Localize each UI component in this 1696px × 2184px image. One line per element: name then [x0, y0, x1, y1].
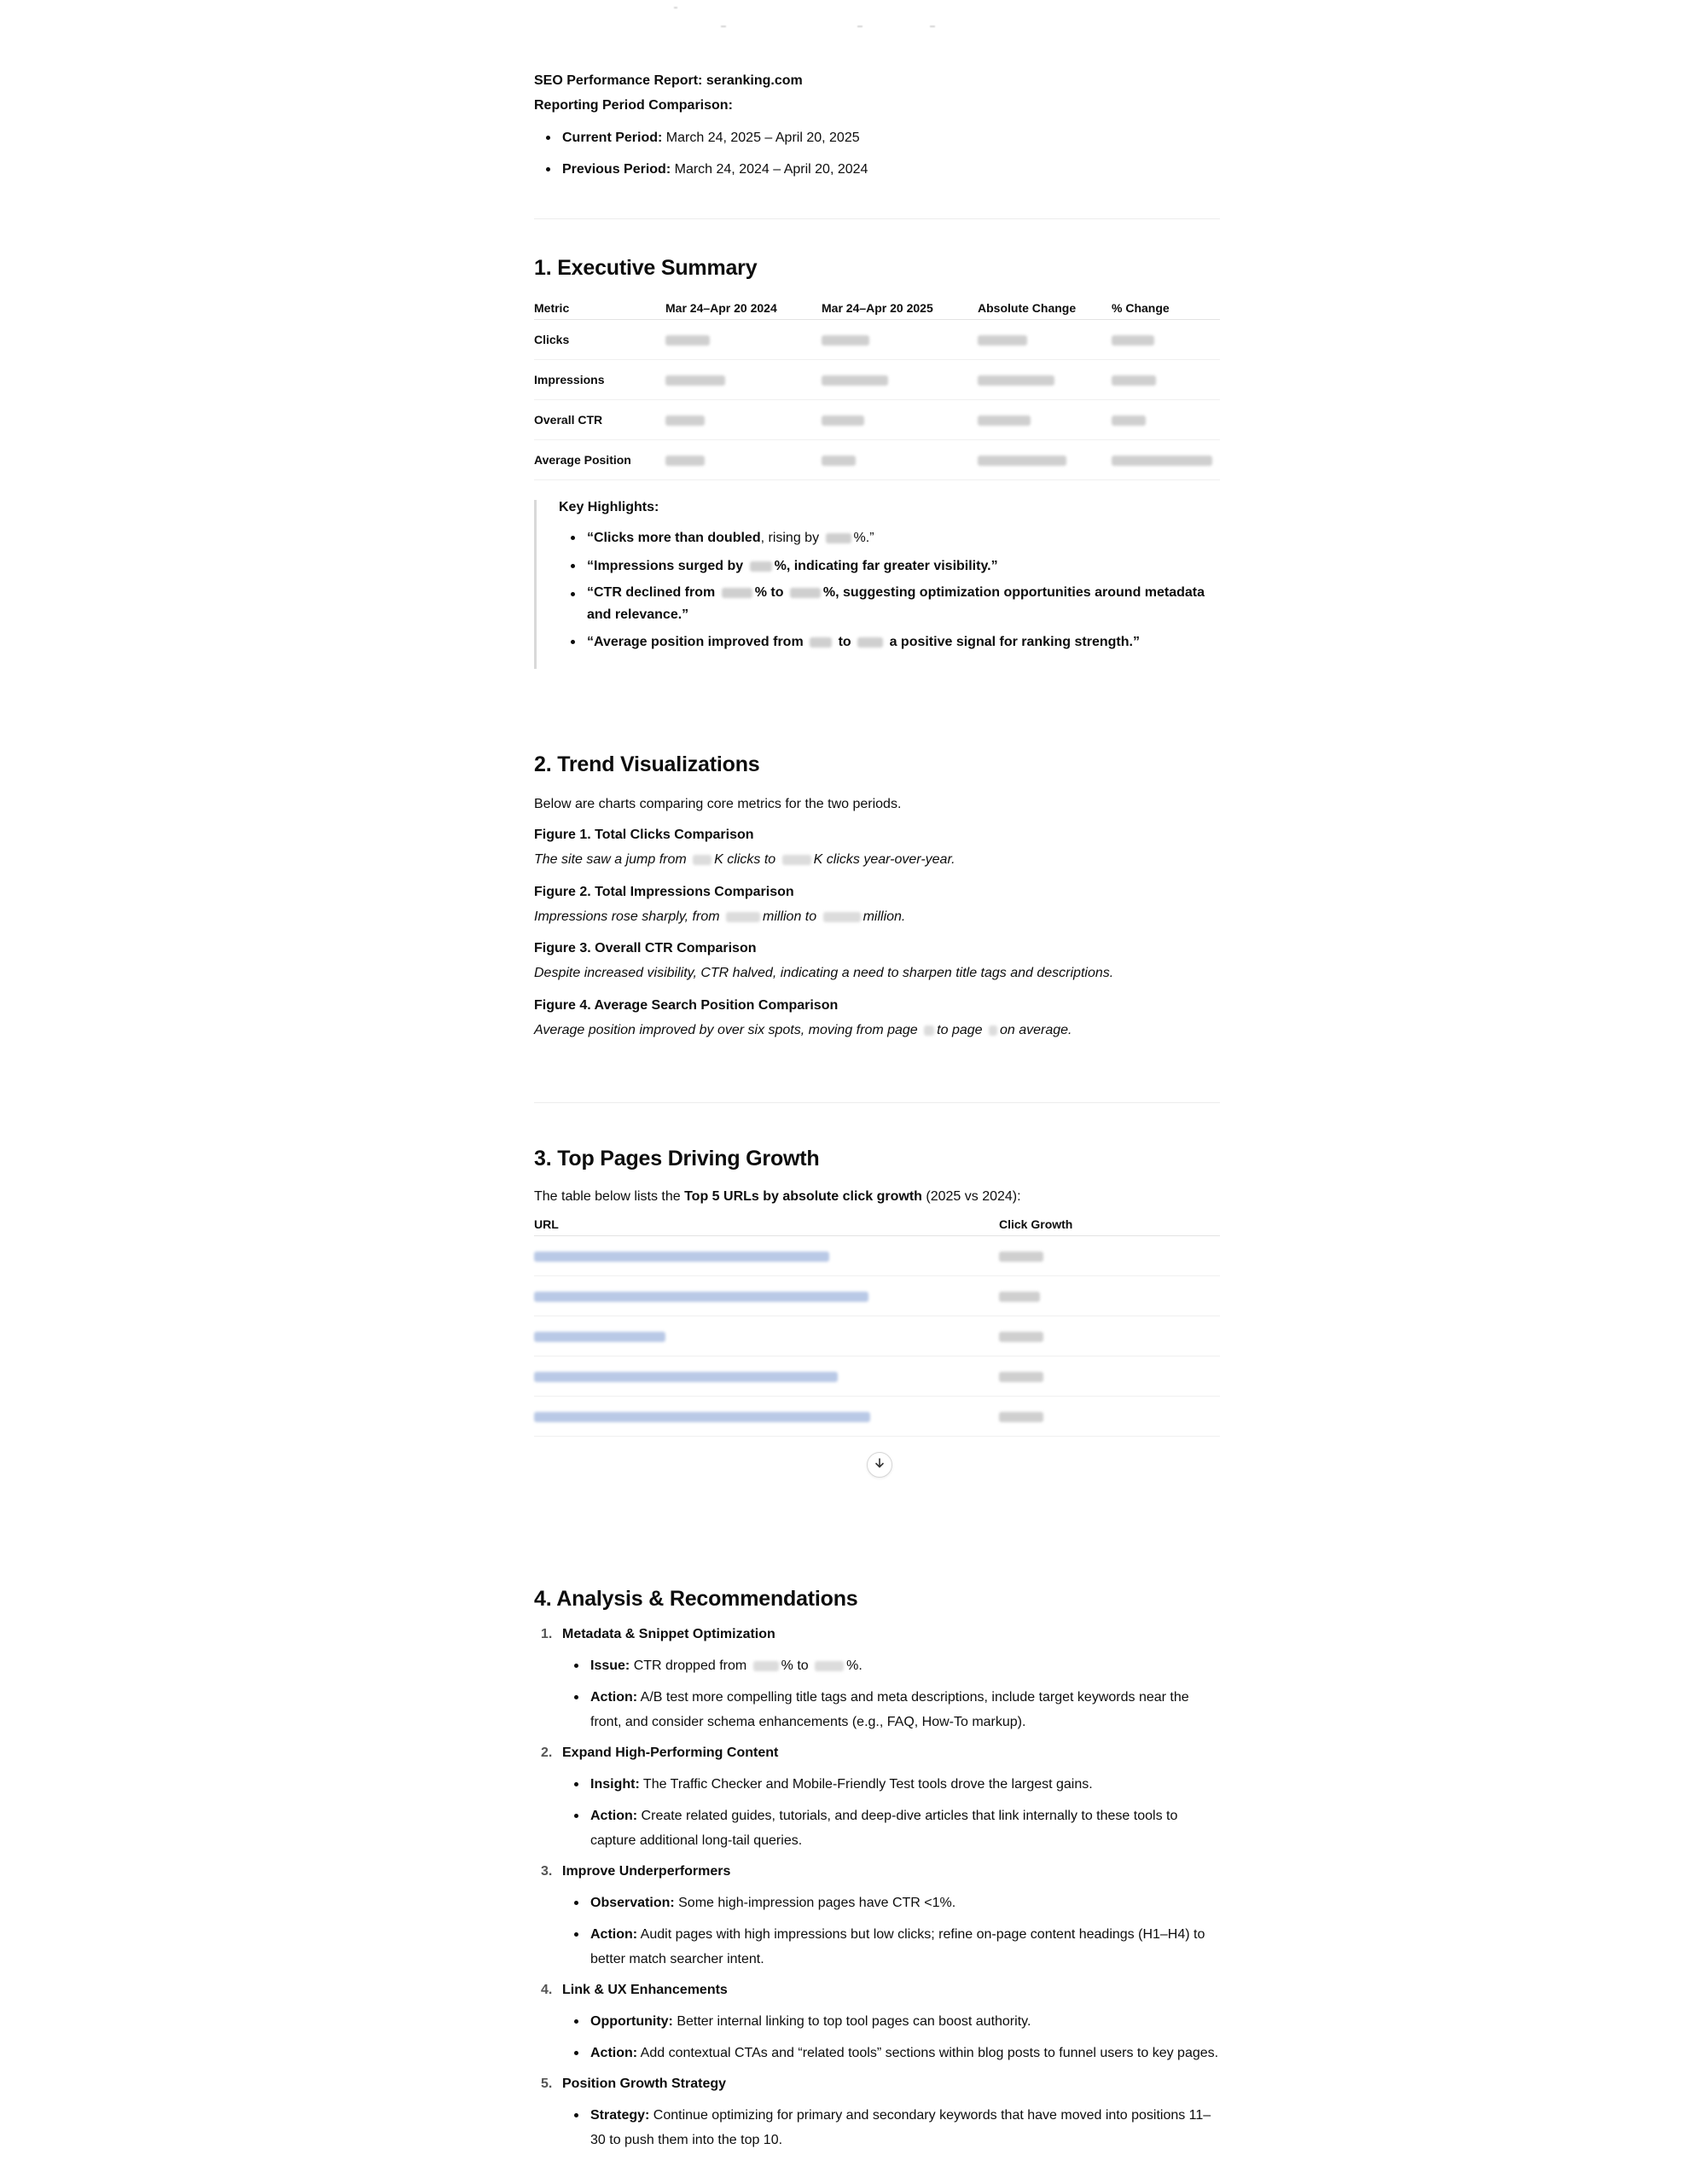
highlight-item: “Average position improved from to a positive signal for ranking strength.” [559, 630, 1216, 654]
top-artifact [674, 7, 947, 32]
table-row [534, 400, 1220, 440]
period-current: Current Period: March 24, 2025 – April 20, 2025 [534, 125, 1220, 150]
metric-cell: Clicks [534, 320, 665, 360]
analysis-heading: 4. Analysis & Recommendations [534, 1587, 858, 1611]
scroll-down-button[interactable] [867, 1452, 892, 1478]
recommendation-item: 4. Link & UX Enhancements Opportunity: Better internal linking to top tool pages can boost authority. Action: Add contextual CTAs and “related tools” sections within blog posts to funnel users to key pages. [534, 1980, 1220, 2065]
figure-1-caption: The site saw a jump from K clicks to K clicks year-over-year. [534, 852, 955, 867]
highlight-item: “Clicks more than doubled, rising by %.” [559, 526, 1216, 550]
trends-intro: Below are charts comparing core metrics for the two periods. [534, 797, 902, 811]
top-pages-heading: 3. Top Pages Driving Growth [534, 1147, 820, 1170]
recommendation-item: 2. Expand High-Performing Content Insight: The Traffic Checker and Mobile-Friendly Test tools drove the largest gains. Action: Create related guides, tutorials, and deep-dive articles that link internally to these tools to capture additional long-tail queries. [534, 1743, 1220, 1853]
table-row [534, 1316, 1220, 1356]
highlight-item: “CTR declined from % to %, suggesting optimization opportunities around metadata and relevance.” [559, 582, 1216, 626]
col-absolute-change: Absolute Change [978, 297, 1112, 320]
key-highlights-title: Key Highlights: [559, 500, 659, 514]
report-title: SEO Performance Report: seranking.com [534, 73, 803, 88]
highlights-list [559, 526, 1216, 654]
url-link[interactable] [534, 1397, 999, 1437]
metric-cell: Impressions [534, 360, 665, 400]
table-row [534, 320, 1220, 360]
recommendation-bullet: Action: Audit pages with high impressions but low clicks; refine on-page content headings (H1–H4) to better match searcher intent. [562, 1922, 1220, 1972]
col-metric: Metric [534, 297, 665, 320]
figure-1-title: Figure 1. Total Clicks Comparison [534, 828, 754, 842]
table-row [534, 1276, 1220, 1316]
table-row [534, 1397, 1220, 1437]
col-click-growth: Click Growth [999, 1213, 1220, 1236]
col-2025: Mar 24–Apr 20 2025 [822, 297, 978, 320]
table-row [534, 440, 1220, 480]
executive-summary-heading: 1. Executive Summary [534, 256, 758, 280]
recommendation-item: 1. Metadata & Snippet Optimization Issue: CTR dropped from % to %. Action: A/B test more compelling title tags and meta descriptions, include target keywords near the front, and consider schema enhancements (e.g., FAQ, How-To markup). [534, 1624, 1220, 1734]
trend-visualizations-heading: 2. Trend Visualizations [534, 752, 760, 776]
figure-4-title: Figure 4. Average Search Position Comparison [534, 998, 839, 1013]
url-link[interactable] [534, 1276, 999, 1316]
arrow-down-icon [874, 1457, 886, 1473]
recommendation-bullet: Opportunity: Better internal linking to top tool pages can boost authority. [562, 2009, 1220, 2034]
executive-summary-table [534, 297, 1220, 480]
recommendation-bullet: Action: A/B test more compelling title tags and meta descriptions, include target keywords near the front, and consider schema enhancements (e.g., FAQ, How-To markup). [562, 1685, 1220, 1734]
table-row [534, 1236, 1220, 1276]
figure-2-caption: Impressions rose sharply, from million to million. [534, 909, 906, 924]
key-highlights-block [534, 500, 1223, 669]
table-header-row [534, 297, 1220, 320]
period-list [534, 125, 1220, 182]
metric-cell: Overall CTR [534, 400, 665, 440]
recommendation-item: 5. Position Growth Strategy Strategy: Continue optimizing for primary and secondary keywords that have moved into positions 11–30 to push them into the top 10. [534, 2074, 1220, 2152]
recommendations-list [534, 1624, 1220, 2161]
figure-3-title: Figure 3. Overall CTR Comparison [534, 941, 757, 956]
period-heading: Reporting Period Comparison: [534, 98, 733, 113]
top-pages-intro: The table below lists the Top 5 URLs by absolute click growth (2025 vs 2024): [534, 1189, 1021, 1204]
period-previous: Previous Period: March 24, 2024 – April 20, 2024 [534, 157, 1220, 182]
divider [534, 1102, 1220, 1103]
url-link[interactable] [534, 1236, 999, 1276]
table-row [534, 1356, 1220, 1397]
recommendation-bullet: Insight: The Traffic Checker and Mobile-Friendly Test tools drove the largest gains. [562, 1772, 1220, 1797]
col-2024: Mar 24–Apr 20 2024 [665, 297, 822, 320]
recommendation-bullet: Strategy: Continue optimizing for primary and secondary keywords that have moved into positions 11–30 to push them into the top 10. [562, 2103, 1220, 2152]
figure-4-caption: Average position improved by over six spots, moving from page to page on average. [534, 1023, 1072, 1037]
figure-3-caption: Despite increased visibility, CTR halved, indicating a need to sharpen title tags and descriptions. [534, 966, 1114, 980]
recommendation-item: 3. Improve Underperformers Observation: Some high-impression pages have CTR <1%. Action: Audit pages with high impressions but low clicks; refine on-page content headings (H1–H4) to better match searcher intent. [534, 1862, 1220, 1972]
col-url: URL [534, 1213, 999, 1236]
table-row [534, 360, 1220, 400]
recommendation-bullet: Action: Add contextual CTAs and “related tools” sections within blog posts to funnel users to key pages. [562, 2041, 1220, 2065]
highlight-item: “Impressions surged by %, indicating far greater visibility.” [559, 554, 1216, 578]
recommendation-bullet: Action: Create related guides, tutorials, and deep-dive articles that link internally to these tools to capture additional long-tail queries. [562, 1804, 1220, 1853]
url-link[interactable] [534, 1356, 999, 1397]
top-pages-table [534, 1213, 1220, 1437]
metric-cell: Average Position [534, 440, 665, 480]
url-link[interactable] [534, 1316, 999, 1356]
recommendation-bullet: Issue: CTR dropped from % to %. [562, 1653, 1220, 1678]
figure-2-title: Figure 2. Total Impressions Comparison [534, 885, 794, 899]
divider [534, 218, 1220, 219]
table-header-row [534, 1213, 1220, 1236]
recommendation-bullet: Observation: Some high-impression pages have CTR <1%. [562, 1891, 1220, 1915]
col-percent-change: % Change [1112, 297, 1220, 320]
